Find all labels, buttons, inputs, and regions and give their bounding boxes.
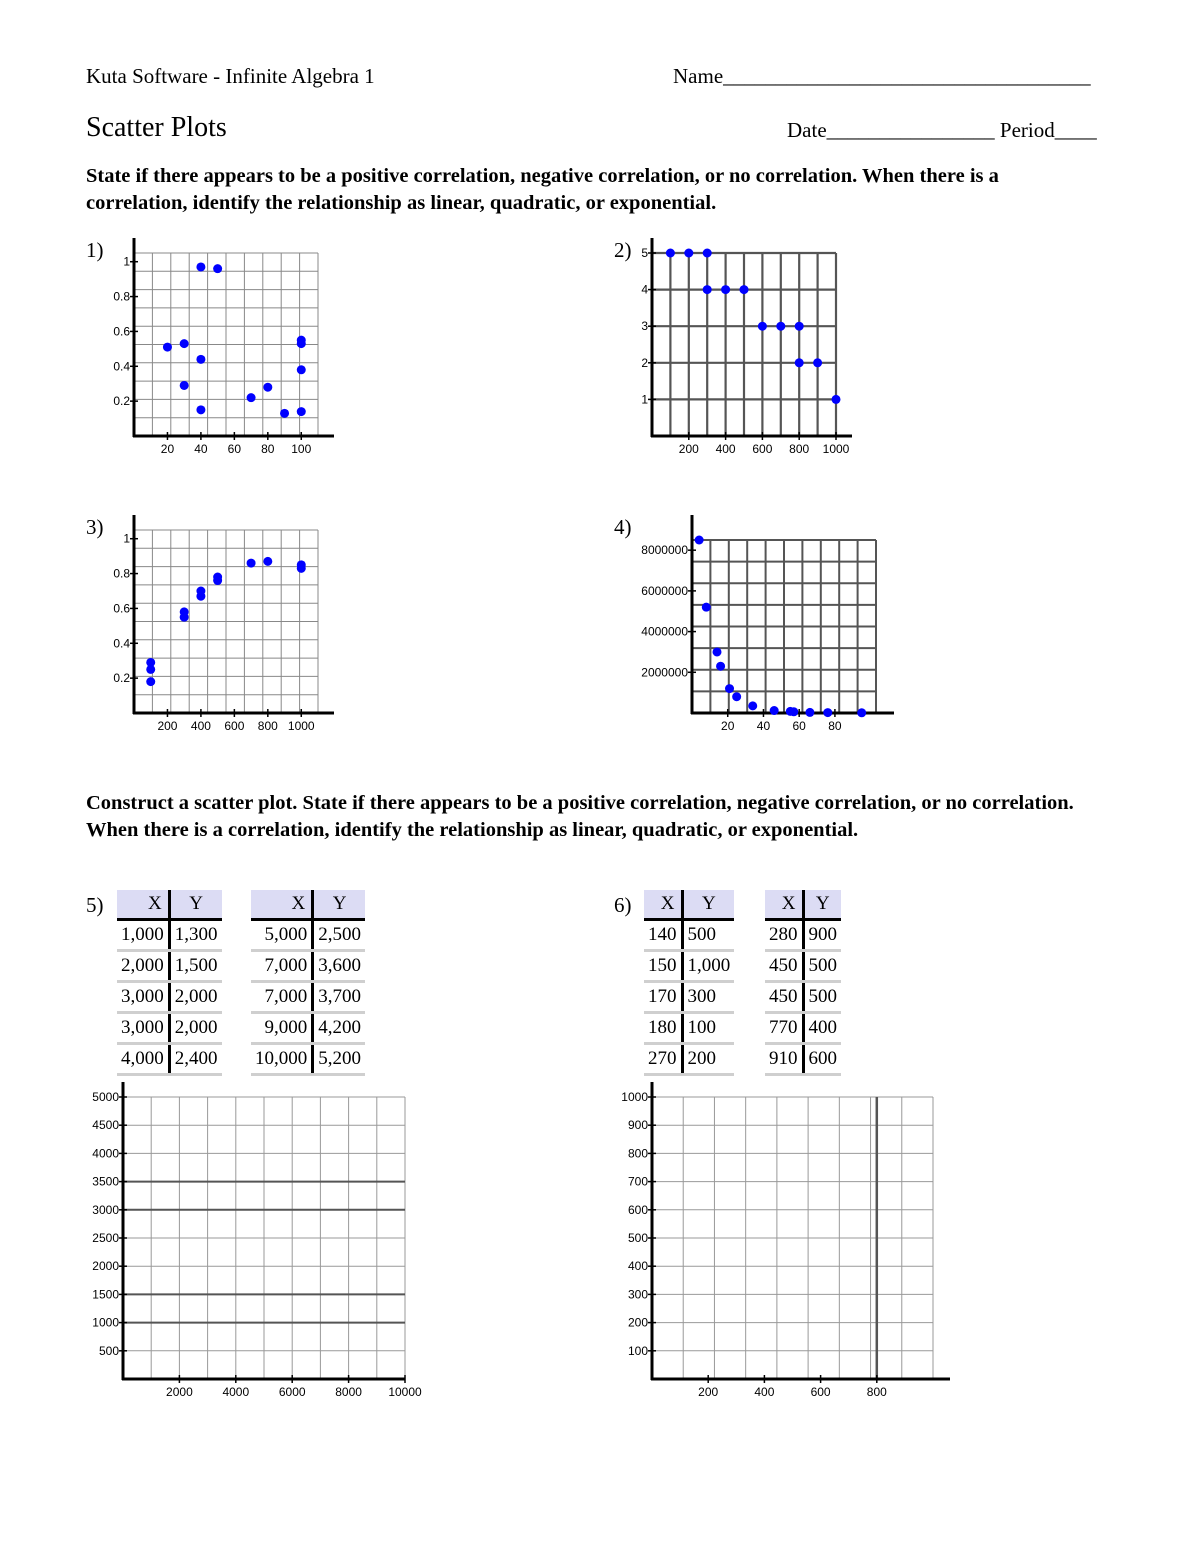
y-tick-label: 1	[641, 392, 648, 407]
y-tick-label: 4000000	[641, 624, 688, 639]
y-tick-label: 3	[641, 319, 648, 334]
column-header-y: Y	[313, 890, 365, 920]
problem-6-label: 6)	[614, 893, 632, 917]
data-table	[251, 890, 365, 1076]
y-value-cell: 400	[803, 1013, 841, 1044]
data-point	[832, 395, 841, 404]
data-point	[666, 249, 675, 258]
y-tick-label: 3000	[92, 1202, 119, 1217]
table-row	[644, 982, 734, 1013]
problem-2-label: 2)	[614, 238, 632, 262]
table-row	[765, 951, 841, 982]
y-tick-label: 1	[123, 531, 130, 546]
y-value-cell: 200	[682, 1044, 734, 1075]
table-row	[251, 951, 365, 982]
y-tick-label: 8000000	[641, 543, 688, 558]
data-point	[297, 365, 306, 374]
x-tick-label: 800	[866, 1385, 887, 1399]
y-tick-label: 4000	[92, 1146, 119, 1161]
grid	[692, 540, 876, 713]
x-tick-label: 60	[792, 719, 806, 733]
x-tick-label: 60	[227, 442, 242, 456]
y-value-cell: 600	[803, 1044, 841, 1075]
y-tick-label: 1500	[92, 1287, 119, 1302]
x-value-cell: 10,000	[251, 1044, 313, 1075]
y-value-cell: 300	[682, 982, 734, 1013]
x-tick-label: 4000	[222, 1385, 250, 1399]
y-tick-label: 800	[627, 1146, 648, 1161]
data-point	[247, 559, 256, 568]
data-point	[213, 264, 222, 273]
y-tick-label: 0.4	[113, 636, 130, 651]
x-value-cell: 280	[765, 920, 803, 951]
data-point	[789, 707, 798, 716]
table-row	[644, 1044, 734, 1075]
blank-graph-5[interactable]	[92, 1082, 423, 1399]
data-point	[146, 677, 155, 686]
column-header-y: Y	[169, 890, 221, 920]
table-row	[117, 951, 222, 982]
table-row	[251, 920, 365, 951]
column-header-x: X	[117, 890, 169, 920]
y-value-cell: 1,500	[169, 951, 221, 982]
x-tick-label: 600	[810, 1385, 831, 1399]
table-row	[644, 920, 734, 951]
y-value-cell: 500	[682, 920, 734, 951]
x-value-cell: 7,000	[251, 982, 313, 1013]
table-row	[117, 982, 222, 1013]
table-row	[117, 1013, 222, 1044]
table-row	[644, 951, 734, 982]
table-row	[117, 1044, 222, 1075]
table-header-row	[117, 890, 222, 920]
data-point	[146, 665, 155, 674]
column-header-x: X	[765, 890, 803, 920]
x-tick-label: 100	[291, 442, 312, 456]
y-tick-label: 5	[641, 246, 648, 260]
data-point	[180, 381, 189, 390]
data-point	[163, 343, 172, 352]
data-point	[716, 662, 725, 671]
column-header-x: X	[644, 890, 682, 920]
data-point	[180, 613, 189, 622]
x-tick-label: 800	[257, 719, 278, 733]
grid	[134, 253, 318, 436]
x-tick-label: 800	[789, 442, 810, 456]
data-table	[117, 890, 222, 1076]
section2-instructions: Construct a scatter plot. State if there appears to be a positive correlation, negative correlation, or no correlation. When there is a correlation, identify the relationship as linear, quadratic, or exponential.	[86, 792, 1074, 841]
y-tick-label: 2	[641, 355, 648, 370]
data-point	[732, 692, 741, 701]
x-tick-label: 400	[190, 719, 211, 733]
x-value-cell: 170	[644, 982, 682, 1013]
data-point	[702, 603, 711, 612]
y-tick-label: 600	[627, 1202, 648, 1217]
y-tick-label: 0.6	[113, 601, 130, 616]
data-point	[823, 708, 832, 717]
x-value-cell: 910	[765, 1044, 803, 1075]
data-point	[805, 708, 814, 717]
x-tick-label: 80	[261, 442, 275, 456]
y-tick-label: 1	[123, 254, 130, 269]
data-point	[196, 262, 205, 271]
x-tick-label: 40	[194, 442, 208, 456]
y-tick-label: 500	[98, 1343, 119, 1358]
problem-4-label: 4)	[614, 515, 632, 539]
data-point	[180, 339, 189, 348]
table-header-row	[644, 890, 734, 920]
y-value-cell: 100	[682, 1013, 734, 1044]
grid	[652, 253, 836, 436]
y-tick-label: 0.8	[113, 566, 130, 581]
y-value-cell: 500	[803, 951, 841, 982]
data-point	[196, 592, 205, 601]
column-header-y: Y	[803, 890, 841, 920]
y-tick-label: 0.2	[113, 394, 130, 409]
x-tick-label: 80	[828, 719, 842, 733]
data-point	[703, 285, 712, 294]
data-point	[695, 536, 704, 545]
y-tick-label: 1000	[621, 1090, 648, 1104]
x-tick-label: 600	[752, 442, 773, 456]
y-value-cell: 4,200	[313, 1013, 365, 1044]
y-value-cell: 900	[803, 920, 841, 951]
grid	[652, 1097, 933, 1379]
x-value-cell: 180	[644, 1013, 682, 1044]
y-tick-label: 6000000	[641, 583, 688, 598]
column-header-y: Y	[682, 890, 734, 920]
y-tick-label: 700	[627, 1174, 648, 1189]
table-row	[765, 1013, 841, 1044]
y-value-cell: 1,300	[169, 920, 221, 951]
y-tick-label: 100	[627, 1343, 648, 1358]
grid	[123, 1097, 405, 1379]
data-point	[703, 249, 712, 258]
x-tick-label: 200	[698, 1385, 719, 1399]
table-row	[644, 1013, 734, 1044]
y-value-cell: 2,500	[313, 920, 365, 951]
data-point	[795, 358, 804, 367]
x-value-cell: 450	[765, 951, 803, 982]
x-value-cell: 2,000	[117, 951, 169, 982]
y-value-cell: 3,700	[313, 982, 365, 1013]
data-point	[196, 355, 205, 364]
data-point	[263, 557, 272, 566]
data-point	[758, 322, 767, 331]
y-tick-label: 900	[627, 1118, 648, 1133]
x-tick-label: 8000	[335, 1385, 362, 1399]
table-row	[765, 982, 841, 1013]
problem-5-label: 5)	[86, 893, 104, 917]
x-value-cell: 9,000	[251, 1013, 313, 1044]
data-point	[725, 684, 734, 693]
data-point	[247, 393, 256, 402]
x-value-cell: 1,000	[117, 920, 169, 951]
table-row	[251, 1013, 365, 1044]
scatter-plot-1	[113, 238, 334, 456]
table-row	[251, 1044, 365, 1075]
x-tick-label: 1000	[287, 719, 315, 733]
data-point	[280, 409, 289, 418]
table-row	[765, 1044, 841, 1075]
date-period-field[interactable]: Date________________ Period____	[787, 118, 1097, 142]
x-tick-label: 20	[721, 719, 735, 733]
x-tick-label: 40	[756, 719, 771, 733]
data-point	[776, 322, 785, 331]
scatter-plot-2	[641, 238, 852, 456]
data-points	[163, 262, 306, 417]
table-row	[251, 982, 365, 1013]
y-tick-label: 0.6	[113, 324, 130, 339]
y-tick-label: 0.2	[113, 671, 130, 686]
name-field[interactable]: Name___________________________________	[673, 64, 1091, 88]
y-value-cell: 1,000	[682, 951, 734, 982]
y-value-cell: 3,600	[313, 951, 365, 982]
y-tick-label: 3500	[92, 1174, 119, 1189]
table-row	[117, 920, 222, 951]
table-header-row	[765, 890, 841, 920]
x-value-cell: 450	[765, 982, 803, 1013]
y-tick-label: 4500	[92, 1118, 119, 1133]
publisher-label: Kuta Software - Infinite Algebra 1	[86, 64, 375, 88]
y-tick-label: 400	[627, 1259, 648, 1274]
x-value-cell: 140	[644, 920, 682, 951]
x-tick-label: 600	[224, 719, 245, 733]
y-tick-label: 1000	[92, 1315, 119, 1330]
y-tick-label: 500	[627, 1231, 648, 1245]
table-row	[765, 920, 841, 951]
y-tick-label: 2000000	[641, 665, 688, 680]
x-value-cell: 150	[644, 951, 682, 982]
column-header-x: X	[251, 890, 313, 920]
data-point	[213, 576, 222, 585]
scatter-plot-3	[113, 515, 334, 733]
y-value-cell: 2,000	[169, 1013, 221, 1044]
x-tick-label: 400	[754, 1385, 775, 1399]
table-header-row	[251, 890, 365, 920]
x-value-cell: 4,000	[117, 1044, 169, 1075]
data-point	[297, 407, 306, 416]
problem-3-label: 3)	[86, 515, 104, 539]
y-tick-label: 0.4	[113, 359, 130, 374]
data-point	[297, 339, 306, 348]
grid	[134, 530, 318, 713]
data-table	[765, 890, 841, 1076]
x-tick-label: 6000	[278, 1385, 306, 1399]
y-value-cell: 500	[803, 982, 841, 1013]
x-value-cell: 3,000	[117, 1013, 169, 1044]
x-value-cell: 3,000	[117, 982, 169, 1013]
x-value-cell: 270	[644, 1044, 682, 1075]
x-tick-label: 200	[678, 442, 699, 456]
data-point	[263, 383, 272, 392]
x-tick-label: 1000	[822, 442, 850, 456]
data-point	[297, 564, 306, 573]
x-tick-label: 10000	[388, 1385, 422, 1399]
scatter-plot-4	[641, 515, 892, 733]
y-tick-label: 2500	[92, 1231, 119, 1245]
data-point	[713, 647, 722, 656]
x-tick-label: 20	[160, 442, 175, 456]
x-value-cell: 770	[765, 1013, 803, 1044]
problem-1-label: 1)	[86, 238, 104, 262]
data-table	[644, 890, 734, 1076]
data-point	[721, 285, 730, 294]
data-point	[748, 701, 757, 710]
data-point	[196, 405, 205, 414]
x-value-cell: 5,000	[251, 920, 313, 951]
y-tick-label: 2000	[92, 1259, 119, 1274]
y-tick-label: 0.8	[113, 289, 130, 304]
blank-graph-6[interactable]	[621, 1082, 952, 1399]
data-point	[684, 249, 693, 258]
x-tick-label: 200	[157, 719, 178, 733]
data-point	[795, 322, 804, 331]
data-point	[770, 706, 779, 715]
x-tick-label: 2000	[166, 1385, 193, 1399]
y-value-cell: 2,400	[169, 1044, 221, 1075]
data-point	[857, 708, 866, 717]
y-tick-label: 4	[641, 282, 648, 297]
x-value-cell: 7,000	[251, 951, 313, 982]
page-title: Scatter Plots	[86, 112, 227, 143]
y-tick-label: 5000	[92, 1090, 119, 1104]
y-value-cell: 5,200	[313, 1044, 365, 1075]
y-tick-label: 300	[627, 1287, 648, 1302]
y-value-cell: 2,000	[169, 982, 221, 1013]
y-tick-label: 200	[627, 1315, 648, 1330]
section1-instructions: State if there appears to be a positive correlation, negative correlation, or no correlation. When there is a correlation, identify the relationship as linear, quadratic, or exponential.	[86, 165, 999, 214]
data-point	[740, 285, 749, 294]
data-point	[813, 358, 822, 367]
x-tick-label: 400	[715, 442, 736, 456]
